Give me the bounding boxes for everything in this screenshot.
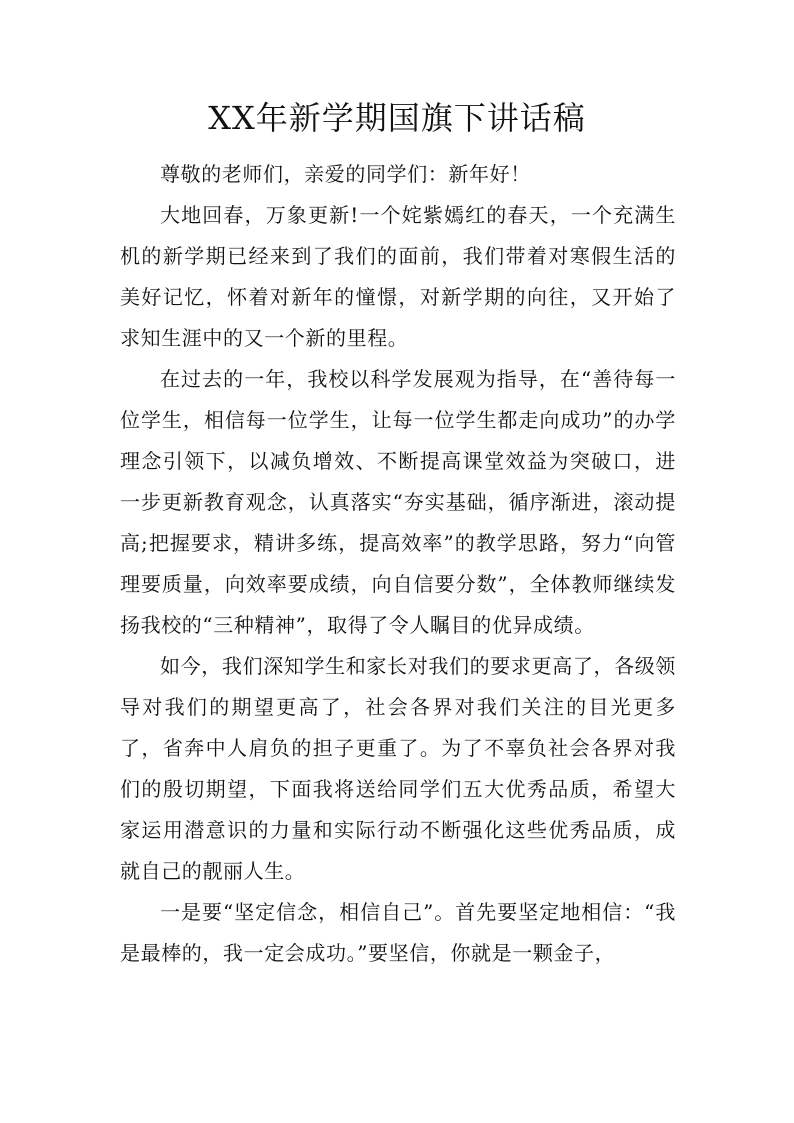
paragraph-quality-one: 一是要“坚定信念，相信自己”。首先要坚定地相信：“我是最棒的，我一定会成功。”要坚信，你就是一颗金子， [120, 900, 676, 965]
paragraph-salutation: 尊敬的老师们，亲爱的同学们：新年好！ [160, 162, 531, 186]
paragraph-past-year: 在过去的一年，我校以科学发展观为指导，在“善待每一位学生，相信每一位学生，让每一位学生都走向成功”的办学理念引领下，以减负增效、不断提高课堂效益为突破口，进一步更新教育观念，认真落实“夯实基础，循序渐进，滚动提高;把握要求，精讲多练，提高效率”的教学思路，努力“向管理要质量，向效率要成绩，向自信要分数”，全体教师继续发扬我校的“三种精神”，取得了令人瞩目的优异成绩。 [120, 367, 676, 637]
document-body [120, 154, 676, 974]
document-title: XX年新学期国旗下讲话稿 [208, 99, 586, 137]
paragraph-opening: 大地回春，万象更新!一个姹紫嫣红的春天，一个充满生机的新学期已经来到了我们的面前，我们带着对寒假生活的美好记忆，怀着对新年的憧憬，对新学期的向往，又开始了求知生涯中的又一个新的里程。 [120, 203, 676, 350]
paragraph-expectations: 如今，我们深知学生和家长对我们的要求更高了，各级领导对我们的期望更高了，社会各界对我们关注的目光更多了，省奔中人肩负的担子更重了。为了不辜负社会各界对我们的殷切期望，下面我将送给同学们五大优秀品质，希望大家运用潜意识的力量和实际行动不断强化这些优秀品质，成就自己的靓丽人生。 [120, 654, 676, 883]
